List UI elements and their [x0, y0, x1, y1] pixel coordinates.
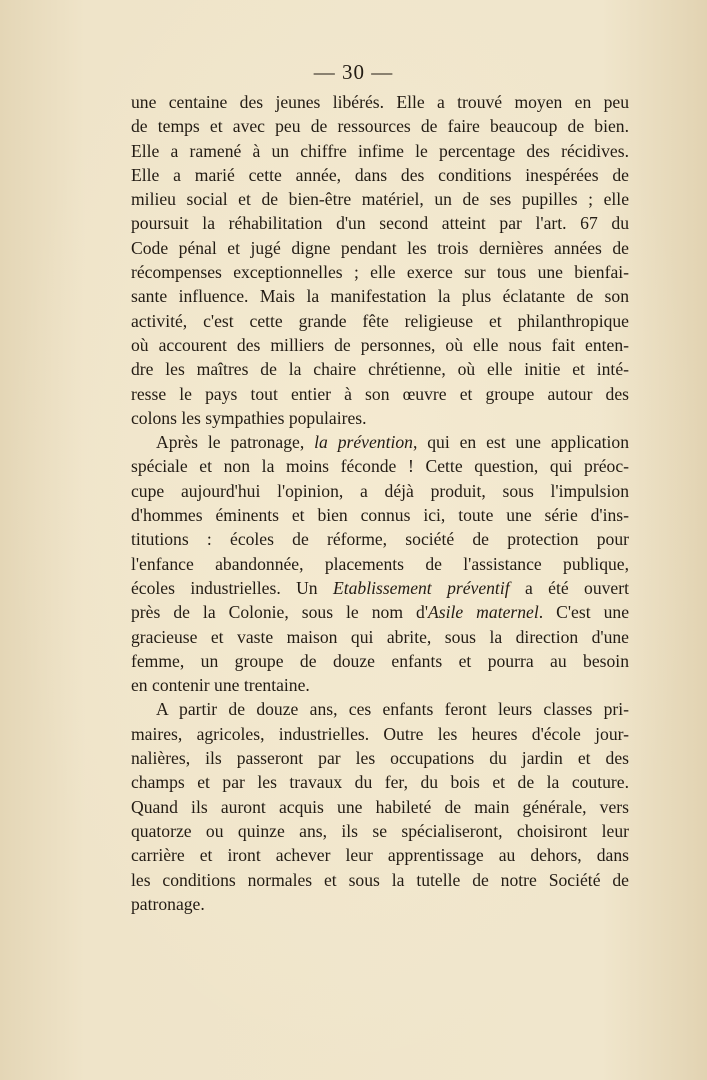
- paragraph-2: [131, 430, 629, 697]
- text-line: resse le pays tout entier à son œuvre et groupe autour des: [131, 383, 629, 404]
- text-line: une centaine des jeunes libérés. Elle a trouvé moyen en peu: [131, 92, 629, 112]
- italic-term: Asile maternel: [428, 602, 539, 623]
- text-line: cupe aujourd'hui l'opinion, a déjà produit, sous l'impulsion: [131, 480, 629, 501]
- text-line: Code pénal et jugé digne pendant les trois dernières années de: [131, 237, 629, 258]
- text-line: où accourent des milliers de personnes, où elle nous fait enten-: [131, 334, 629, 355]
- text-line: gracieuse et vaste maison qui abrite, sous la direction d'une: [131, 626, 629, 647]
- text-line: patronage.: [131, 893, 205, 914]
- text-line: maires, agricoles, industrielles. Outre les heures d'école jour-: [131, 723, 629, 744]
- text-run: , qui en est une application: [412, 432, 629, 453]
- text-line: d'hommes éminents et bien connus ici, toute une série d'ins-: [131, 505, 629, 526]
- text-run: Après le patronage,: [156, 432, 315, 453]
- text-line: de temps et avec peu de ressources de faire beaucoup de bien.: [131, 116, 629, 137]
- text-line: poursuit la réhabilitation d'un second atteint par l'art. 67 du: [131, 213, 629, 234]
- paragraph-1: [131, 90, 629, 430]
- italic-term: la prévention: [314, 432, 413, 453]
- text-line: colons les sympathies populaires.: [131, 407, 367, 428]
- text-line: nalières, ils passeront par les occupations du jardin et des: [131, 748, 629, 769]
- text-line: récompenses exceptionnelles ; elle exerce sur tous une bienfai-: [131, 262, 629, 283]
- text-line: champs et par les travaux du fer, du bois et de la couture.: [131, 772, 629, 793]
- text-line: en contenir une trentaine.: [131, 675, 310, 696]
- text-line: Elle a ramené à un chiffre infime le percentage des récidives.: [131, 140, 629, 161]
- text-line: femme, un groupe de douze enfants et pourra au besoin: [131, 650, 629, 671]
- text-line: l'enfance abandonnée, placements de l'assistance publique,: [131, 553, 629, 574]
- text-run: près de la Colonie, sous le nom d': [131, 602, 428, 623]
- text-line: A partir de douze ans, ces enfants feront leurs classes pri-: [156, 699, 629, 720]
- text-line: quatorze ou quinze ans, ils se spécialiseront, choisiront leur: [131, 820, 629, 841]
- text-line: activité, c'est cette grande fête religieuse et philanthropique: [131, 310, 629, 331]
- text-line: les conditions normales et sous la tutelle de notre Société de: [131, 869, 629, 890]
- italic-term: Etablissement préventif: [332, 577, 510, 598]
- text-line: Quand ils auront acquis une habileté de main générale, vers: [131, 796, 629, 817]
- text-line: [131, 600, 629, 624]
- text-line: [131, 576, 629, 600]
- text-line: sante influence. Mais la manifestation la plus éclatante de son: [131, 286, 629, 307]
- page-number: — 30 —: [313, 60, 394, 84]
- text-run: écoles industrielles. Un: [131, 577, 333, 598]
- text-line: dre les maîtres de la chaire chrétienne, où elle initie et inté-: [131, 359, 629, 380]
- text-line: titutions : écoles de réforme, société de protection pour: [131, 529, 629, 550]
- text-line: milieu social et de bien-être matériel, un de ses pupilles ; elle: [131, 189, 629, 210]
- text-line: carrière et iront achever leur apprentissage au dehors, dans: [131, 845, 629, 866]
- text-run: . C'est une: [538, 602, 629, 623]
- body-text: [131, 90, 629, 916]
- paragraph-3: [131, 697, 629, 916]
- text-line: spéciale et non la moins féconde ! Cette question, qui préoc-: [131, 456, 629, 477]
- text-run: a été ouvert: [509, 577, 629, 598]
- text-line: Elle a marié cette année, dans des conditions inespérées de: [131, 164, 629, 185]
- text-line: [131, 430, 629, 454]
